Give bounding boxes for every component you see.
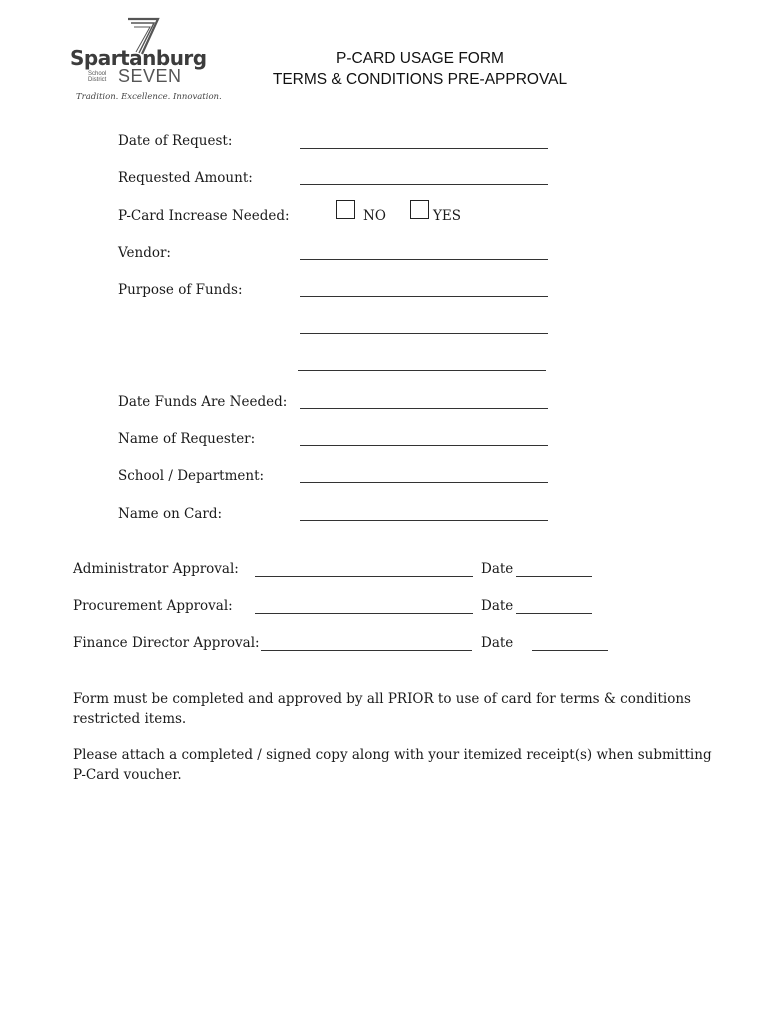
procurement-approval-label: Procurement Approval: [73, 598, 233, 614]
yes-option-label: YES [433, 208, 462, 224]
date-funds-needed-label: Date Funds Are Needed: [118, 394, 288, 410]
purpose-of-funds-label: Purpose of Funds: [118, 282, 243, 298]
procurement-date-line[interactable] [516, 613, 592, 614]
name-on-card-label: Name on Card: [118, 506, 223, 522]
requested-amount-label: Requested Amount: [118, 170, 253, 186]
date-of-request-field[interactable] [300, 148, 548, 149]
form-title-line2: TERMS & CONDITIONS PRE-APPROVAL [272, 71, 568, 88]
district-logo [66, 16, 236, 106]
logo-seven: SEVEN [118, 66, 182, 86]
vendor-field[interactable] [300, 259, 548, 260]
finance-director-approval-label: Finance Director Approval: [73, 635, 260, 651]
administrator-date-label: Date [481, 561, 514, 577]
administrator-approval-label: Administrator Approval: [73, 561, 239, 577]
date-funds-needed-field[interactable] [300, 408, 548, 409]
purpose-of-funds-field-3[interactable] [298, 370, 546, 371]
logo-wordmark: Spartanburg [70, 46, 207, 70]
administrator-date-line[interactable] [516, 576, 592, 577]
date-of-request-label: Date of Request: [118, 133, 233, 149]
procurement-date-label: Date [481, 598, 514, 614]
vendor-label: Vendor: [118, 245, 171, 261]
name-on-card-field[interactable] [300, 520, 548, 521]
name-of-requester-label: Name of Requester: [118, 431, 256, 447]
yes-checkbox[interactable] [410, 200, 429, 219]
name-of-requester-field[interactable] [300, 445, 548, 446]
purpose-of-funds-field-1[interactable] [300, 296, 548, 297]
finance-director-date-line[interactable] [532, 650, 608, 651]
logo-tagline: Tradition. Excellence. Innovation. [76, 92, 222, 102]
pcard-increase-label: P-Card Increase Needed: [118, 208, 290, 224]
no-option-label: NO [363, 208, 386, 224]
no-checkbox[interactable] [336, 200, 355, 219]
logo-school-district: School District [88, 71, 107, 83]
attachment-notice: Please attach a completed / signed copy along with your itemized receipt(s) when submitting P-Card voucher. [73, 747, 712, 783]
purpose-of-funds-field-2[interactable] [300, 333, 548, 334]
form-title-line1: P-CARD USAGE FORM [336, 50, 504, 67]
requested-amount-field[interactable] [300, 184, 548, 185]
finance-director-date-label: Date [481, 635, 514, 651]
administrator-signature-line[interactable] [255, 576, 473, 577]
finance-director-signature-line[interactable] [261, 650, 472, 651]
school-department-label: School / Department: [118, 468, 265, 484]
school-department-field[interactable] [300, 482, 548, 483]
completion-notice: Form must be completed and approved by all PRIOR to use of card for terms & conditions restricted items. [73, 691, 691, 727]
procurement-signature-line[interactable] [255, 613, 473, 614]
